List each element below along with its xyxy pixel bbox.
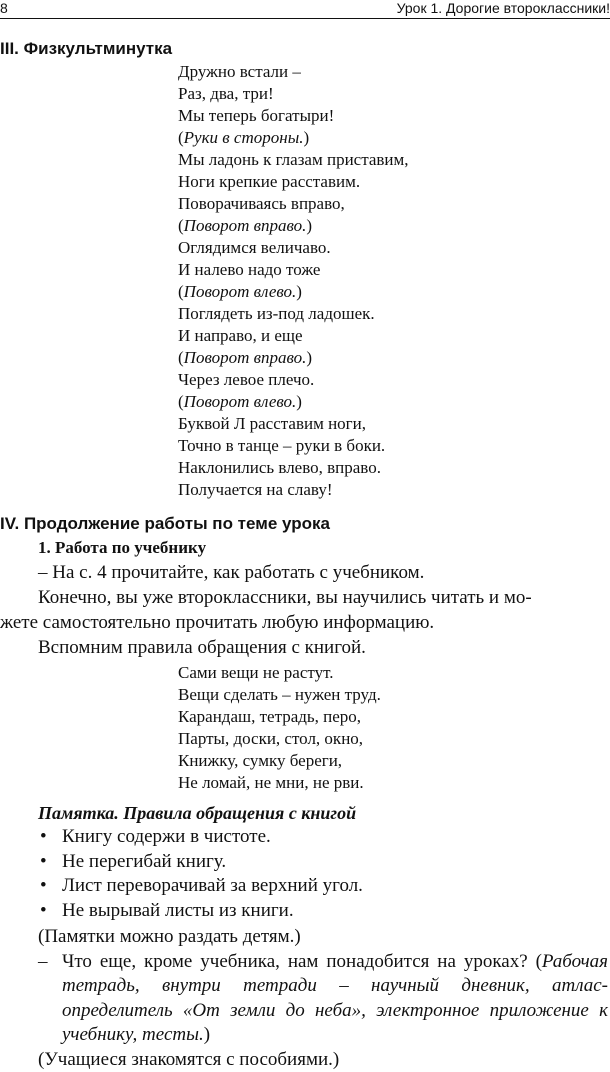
- instruction-text: На с. 4 прочитайте, как работать с учебником.: [52, 562, 424, 583]
- memo-item: [38, 825, 608, 850]
- stage-direction: Поворот вправо.: [184, 348, 307, 367]
- stage-direction: Поворот влево.: [184, 392, 297, 411]
- poem-line: [178, 347, 409, 369]
- stage-direction: Руки в стороны.: [184, 128, 304, 147]
- poem-line: Мы теперь богатыри!: [178, 105, 409, 127]
- poem-line: [178, 127, 409, 149]
- bullet-icon: •: [40, 850, 47, 875]
- poem-line: [178, 215, 409, 237]
- memo-list: [38, 825, 608, 923]
- closing-block: [38, 925, 608, 1072]
- section-heading-physical-break: III. Физкультминутка: [0, 39, 172, 59]
- memo-title: Памятка. Правила обращения с книгой: [38, 802, 356, 824]
- paren-open: (: [178, 348, 184, 367]
- poem-line: Наклонились влево, вправо.: [178, 457, 409, 479]
- paren-open: (: [178, 128, 184, 147]
- poem-line: Вещи сделать – нужен труд.: [178, 684, 381, 706]
- bullet-icon: •: [40, 825, 47, 850]
- question-item: [38, 950, 608, 1048]
- instruction-line: [0, 560, 606, 585]
- poem-line: Оглядимся величаво.: [178, 237, 409, 259]
- page-number: 8: [0, 0, 8, 16]
- poem-line: Карандаш, тетрадь, перо,: [178, 706, 381, 728]
- paren-close: ): [303, 128, 309, 147]
- poem-line: Через левое плечо.: [178, 369, 409, 391]
- bullet-icon: •: [40, 899, 47, 924]
- section-heading-continuation: IV. Продолжение работы по теме урока: [0, 514, 330, 534]
- memo-item-text: Книгу содержи в чистоте.: [62, 826, 271, 847]
- memo-item: [38, 850, 608, 875]
- paragraph-line: Конечно, вы уже второклассники, вы научились читать и мо-: [0, 585, 606, 610]
- note-students: (Учащиеся знакомятся с пособиями.): [38, 1048, 608, 1072]
- poem-line: Поглядеть из-под ладошек.: [178, 303, 409, 325]
- paren-close: ): [306, 216, 312, 235]
- question-answer: Рабочая тетрадь, внутри тетради – научный дневник, атлас-определитель «От земли до неба», электронное приложение к учебнику, тесты.: [62, 951, 608, 1046]
- subsection-heading-textbook-work: 1. Работа по учебнику: [38, 537, 206, 559]
- paragraph-continuation: жете самостоятельно прочитать любую информацию.: [0, 610, 606, 635]
- memo-item-text: Не перегибай книгу.: [62, 851, 226, 872]
- poem-line: Точно в танце – руки в боки.: [178, 435, 409, 457]
- poem-line: Дружно встали –: [178, 61, 409, 83]
- stage-direction: Поворот вправо.: [184, 216, 307, 235]
- poem-line: Не ломай, не мни, не рви.: [178, 772, 381, 794]
- note-handouts: (Памятки можно раздать детям.): [38, 925, 608, 950]
- page-header: [0, 0, 610, 19]
- paren-close: ): [306, 348, 312, 367]
- paren-open: (: [178, 392, 184, 411]
- paren-open: (: [178, 282, 184, 301]
- exercise-poem: [178, 61, 409, 501]
- poem-line: Поворачиваясь вправо,: [178, 193, 409, 215]
- poem-line: Буквой Л расставим ноги,: [178, 413, 409, 435]
- stage-direction: Поворот влево.: [184, 282, 297, 301]
- poem-line: [178, 391, 409, 413]
- paragraph-book-rules: Вспомним правила обращения с книгой.: [0, 635, 606, 660]
- instructions-block: [0, 560, 606, 660]
- poem-line: Раз, два, три!: [178, 83, 409, 105]
- poem-line: И налево надо тоже: [178, 259, 409, 281]
- dash-symbol: –: [38, 950, 48, 975]
- paren-open: (: [178, 216, 184, 235]
- poem-line: И направо, и еще: [178, 325, 409, 347]
- poem-line: Книжку, сумку береги,: [178, 750, 381, 772]
- poem-line: Сами вещи не растут.: [178, 662, 381, 684]
- memo-item-text: Лист переворачивай за верхний угол.: [62, 875, 363, 896]
- dash-symbol: –: [38, 562, 48, 583]
- question-end: ): [204, 1024, 210, 1045]
- memo-item: [38, 874, 608, 899]
- paren-close: ): [296, 392, 302, 411]
- poem-line: Парты, доски, стол, окно,: [178, 728, 381, 750]
- memo-item-text: Не вырывай листы из книги.: [62, 900, 294, 921]
- poem-line: Мы ладонь к глазам приставим,: [178, 149, 409, 171]
- bullet-icon: •: [40, 874, 47, 899]
- memo-item: [38, 899, 608, 924]
- poem-line: Получается на славу!: [178, 479, 409, 501]
- poem-line: Ноги крепкие расставим.: [178, 171, 409, 193]
- running-title: Урок 1. Дорогие второклассники!: [397, 0, 610, 16]
- question-text: Что еще, кроме учебника, нам понадобится на уроках? (: [62, 951, 542, 972]
- poem-line: [178, 281, 409, 303]
- paren-close: ): [296, 282, 302, 301]
- book-care-poem: [178, 662, 381, 794]
